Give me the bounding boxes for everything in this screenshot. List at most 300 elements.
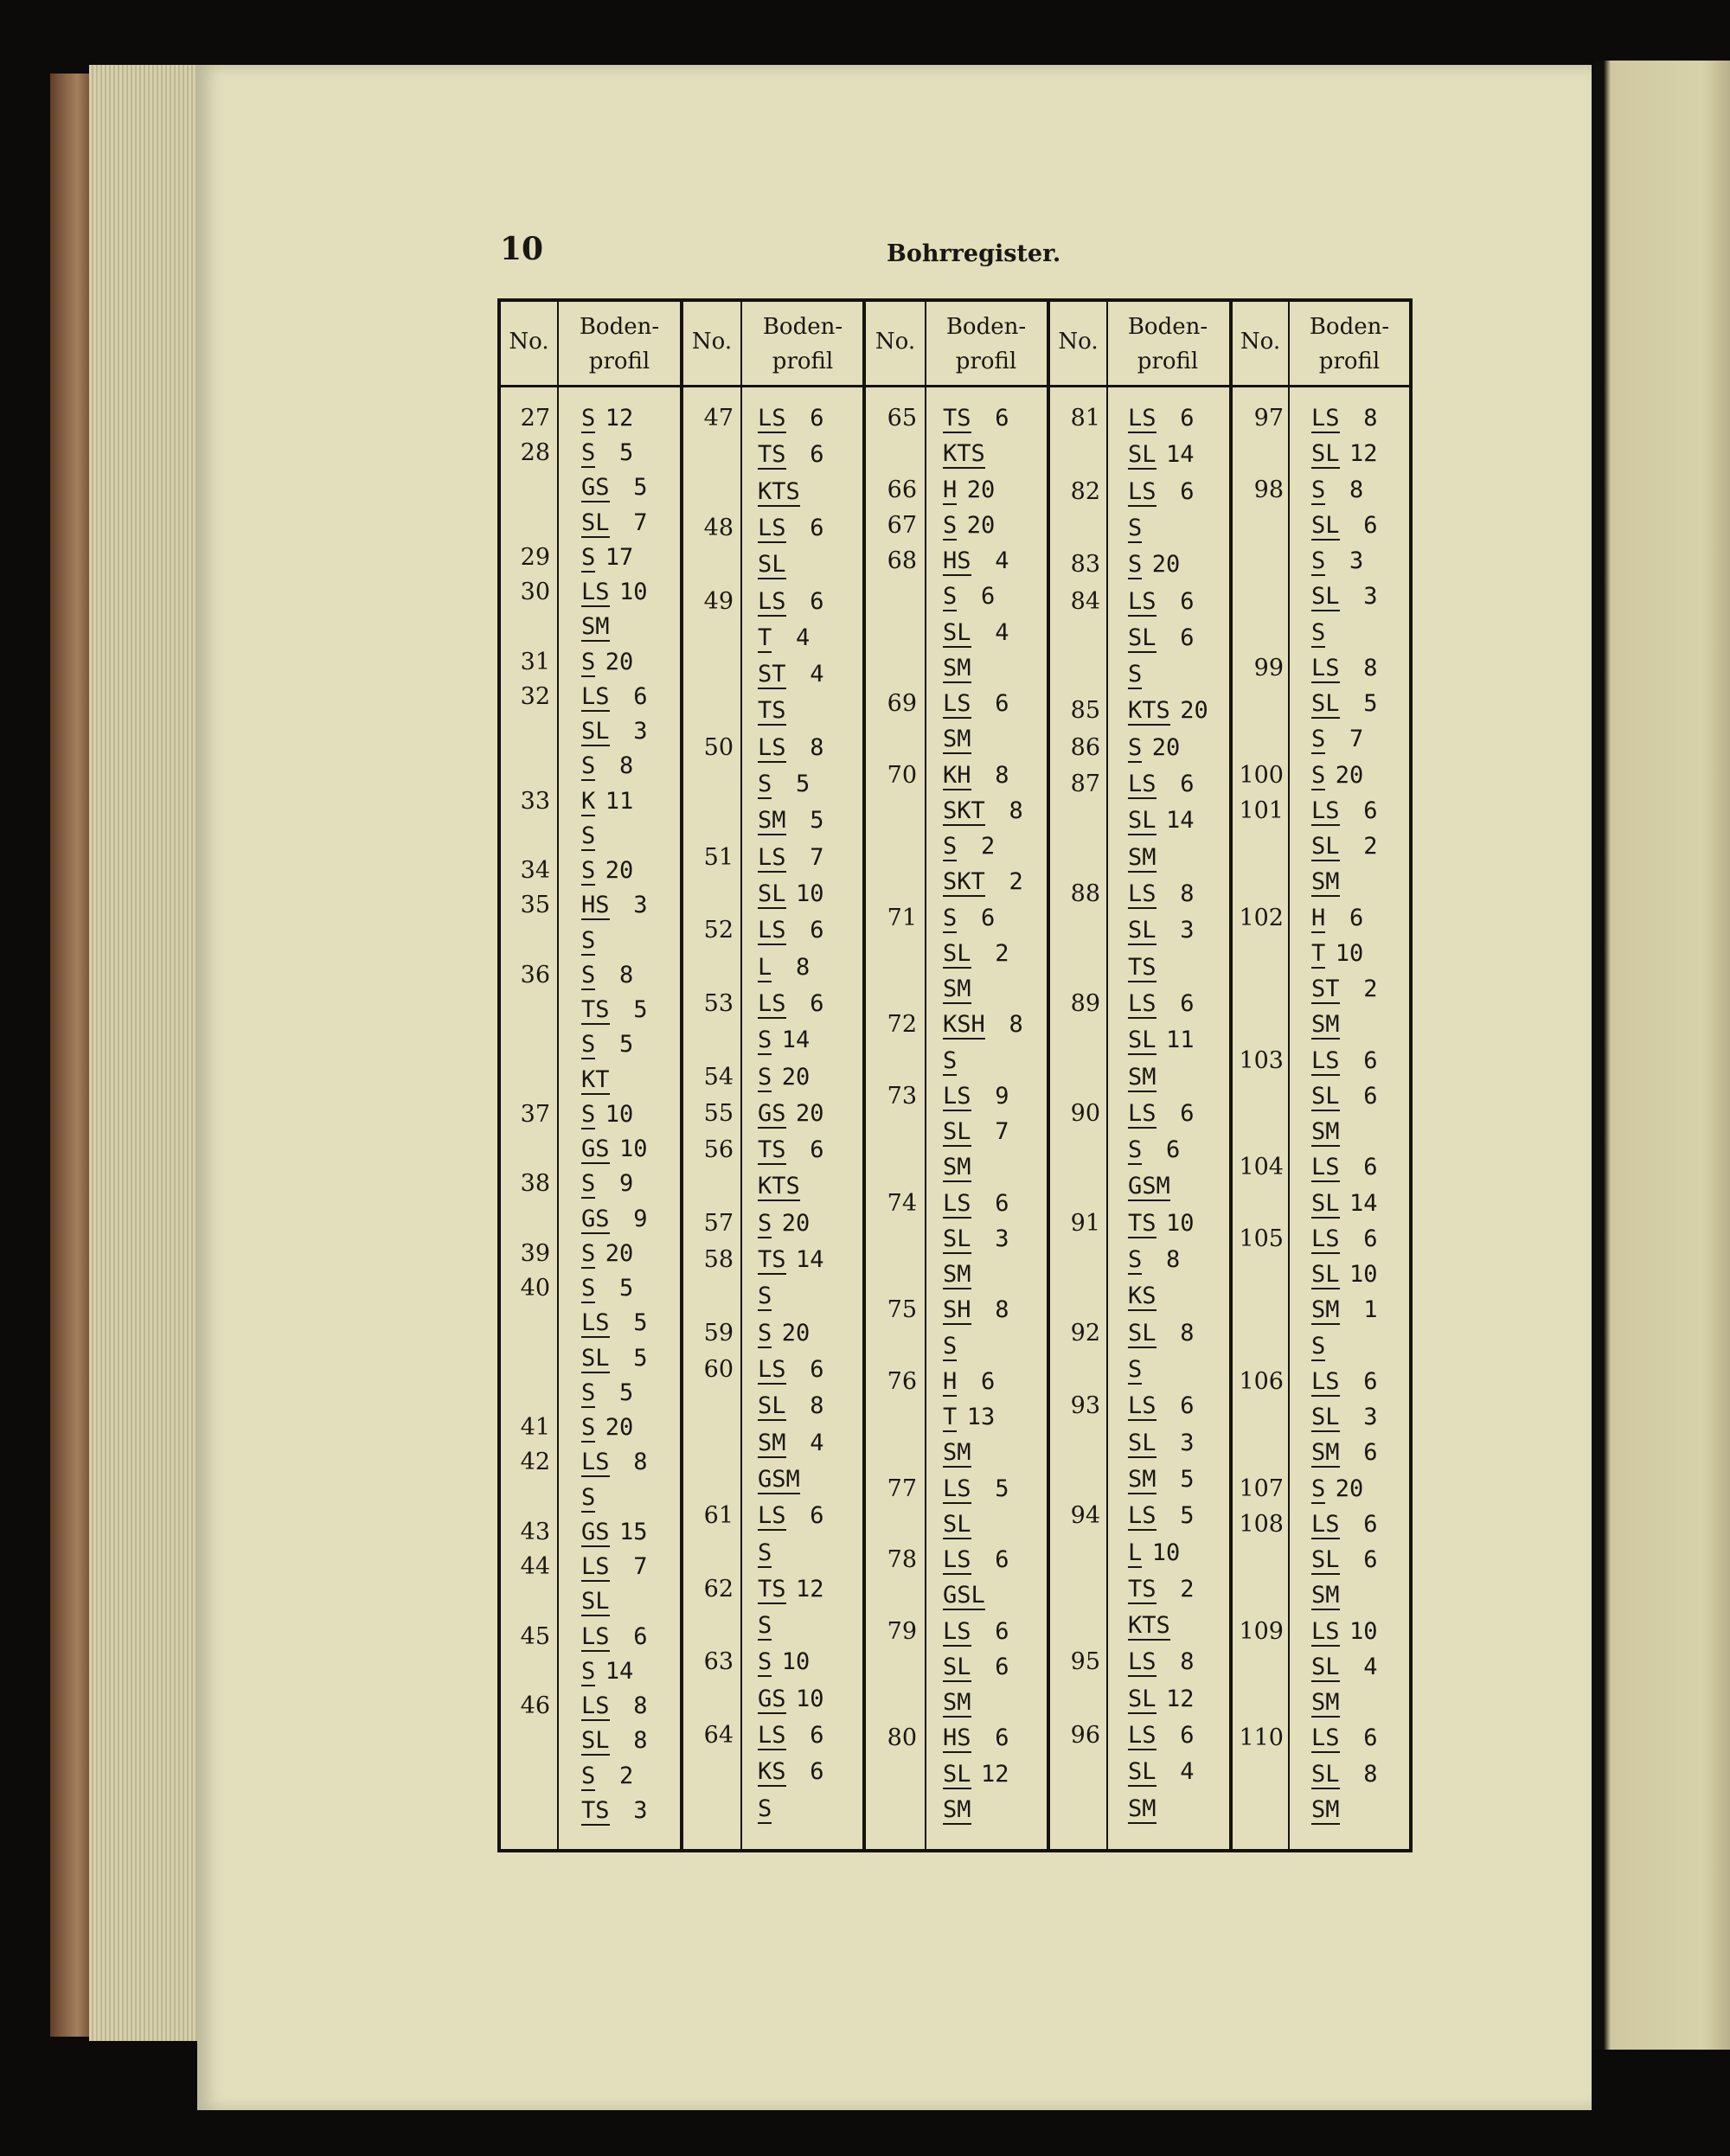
page-edges (89, 65, 197, 2041)
boden-profil-entry (758, 1686, 841, 1714)
soil-code: SL (1128, 1027, 1157, 1054)
soil-code: S (1128, 1136, 1143, 1164)
boden-profil-entry (1311, 1118, 1394, 1147)
soil-code: LS (1311, 1154, 1340, 1181)
boden-profil-entry (581, 1309, 664, 1338)
depth-value: 6 (995, 1653, 1009, 1680)
depth-value: 12 (605, 405, 634, 432)
divider-line (740, 298, 742, 1852)
boden-profil-entry (1128, 697, 1211, 726)
bohrung-number: 97 (1253, 405, 1284, 432)
boden-profil-entry (581, 1101, 664, 1129)
boden-profil-entry (581, 892, 664, 920)
soil-code: SL (1311, 833, 1340, 860)
boden-profil-entry (943, 797, 1026, 826)
soil-code: KTS (1128, 1612, 1170, 1640)
depth-value: 14 (605, 1657, 634, 1685)
soil-code: S (758, 1027, 772, 1054)
soil-code: TS (758, 1136, 786, 1164)
boden-profil-entry (758, 1210, 841, 1238)
depth-value: 6 (1363, 797, 1378, 824)
soil-code: S (758, 1539, 772, 1566)
depth-value: 14 (1349, 1189, 1378, 1217)
soil-code: H (1311, 904, 1326, 931)
boden-profil-entry (1311, 1225, 1394, 1254)
boden-profil-entry (758, 441, 841, 470)
depth-value: 3 (1363, 583, 1378, 611)
boden-profil-entry (758, 1758, 841, 1787)
depth-value: 20 (1151, 733, 1181, 761)
boden-profil-entry (1128, 1539, 1211, 1568)
soil-code: S (1128, 514, 1143, 541)
soil-code: LS (1128, 1722, 1157, 1750)
boden-profil-entry (758, 807, 841, 835)
soil-code: LS (581, 1553, 610, 1581)
boden-profil-entry (581, 1066, 664, 1095)
depth-value: 6 (1180, 1392, 1195, 1420)
header-no: No. (1240, 329, 1281, 355)
depth-value: 5 (633, 1344, 648, 1372)
depth-value: 6 (995, 1546, 1009, 1573)
bohrung-number: 81 (1070, 405, 1100, 432)
depth-value: 14 (796, 1246, 824, 1274)
soil-code: GS (581, 1136, 610, 1163)
soil-code: LS (1128, 587, 1157, 615)
boden-profil-entry (581, 649, 664, 677)
soil-code: SL (943, 1510, 971, 1538)
depth-value: 6 (1363, 511, 1378, 539)
bohrung-number: 47 (703, 405, 734, 432)
soil-code: LS (758, 843, 786, 871)
boden-profil-entry (943, 1761, 1026, 1789)
boden-profil-entry (758, 1722, 841, 1750)
boden-profil-entry (943, 1404, 1026, 1432)
bohrung-number: 87 (1070, 771, 1100, 798)
boden-profil-entry (758, 1612, 841, 1641)
depth-value: 6 (1180, 405, 1195, 432)
boden-profil-entry (581, 996, 664, 1025)
soil-code: SM (943, 726, 971, 753)
boden-profil-entry (758, 1466, 841, 1494)
bohrung-number: 54 (703, 1063, 734, 1091)
soil-code: HS (581, 892, 610, 919)
boden-profil-entry (943, 833, 1026, 861)
boden-profil-entry (1128, 734, 1211, 763)
depth-value: 8 (810, 1392, 824, 1420)
boden-profil-entry (1311, 833, 1394, 861)
soil-code: SM (1311, 1296, 1340, 1324)
soil-code: S (581, 1762, 596, 1789)
depth-value: 8 (619, 961, 634, 988)
soil-code: SL (758, 880, 786, 907)
bohrung-number: 78 (887, 1546, 917, 1573)
boden-profil-entry (1128, 1027, 1211, 1055)
soil-code: S (581, 1031, 596, 1059)
bohrung-number: 100 (1239, 761, 1284, 789)
soil-code: SM (1128, 1795, 1157, 1822)
depth-value: 20 (1335, 761, 1364, 789)
boden-profil-entry (758, 771, 841, 799)
depth-value: 6 (1363, 1724, 1378, 1752)
boden-profil-entry (1311, 1761, 1394, 1789)
boden-profil-entry (943, 1475, 1026, 1504)
bohrung-number: 51 (703, 843, 734, 871)
soil-code: KH (943, 761, 971, 789)
boden-profil-entry (758, 844, 841, 873)
soil-code: S (758, 1612, 772, 1640)
soil-code: S (1311, 761, 1326, 789)
boden-profil-entry (581, 1031, 664, 1059)
boden-profil-entry (581, 1136, 664, 1164)
soil-code: LS (943, 1617, 971, 1645)
depth-value: 6 (995, 405, 1009, 432)
soil-code: SL (581, 509, 610, 536)
depth-value: 6 (810, 1758, 824, 1786)
bohrung-number: 35 (520, 892, 550, 919)
boden-profil-entry (581, 1449, 664, 1477)
depth-value: 10 (796, 1685, 824, 1712)
soil-code: S (1128, 551, 1143, 579)
soil-code: LS (1128, 477, 1157, 505)
bohrung-number: 27 (520, 405, 550, 432)
bohrung-number: 104 (1239, 1154, 1284, 1181)
depth-value: 8 (1363, 654, 1378, 681)
boden-profil-entry (943, 1511, 1026, 1539)
soil-code: LS (943, 1475, 971, 1502)
soil-code: SL (1128, 1429, 1157, 1456)
soil-code: LS (1128, 771, 1157, 798)
soil-code: L (758, 953, 772, 981)
header-profil-line1: Boden- (762, 314, 843, 340)
soil-code: S (758, 1283, 772, 1310)
boden-profil-entry (581, 857, 664, 886)
depth-value: 4 (1363, 1653, 1378, 1680)
boden-profil-entry (1128, 1648, 1211, 1677)
boden-profil-entry (581, 474, 664, 502)
depth-value: 20 (966, 476, 996, 503)
soil-code: KTS (758, 477, 800, 505)
boden-profil-entry (581, 1414, 664, 1443)
bohrung-number: 91 (1070, 1209, 1100, 1237)
depth-value: 1 (1363, 1296, 1378, 1324)
soil-code: SM (943, 1795, 971, 1823)
depth-value: 12 (1349, 440, 1378, 468)
soil-code: LS (758, 989, 786, 1017)
soil-code: S (943, 1332, 958, 1359)
soil-code: S (758, 771, 772, 798)
soil-code: TS (581, 1796, 610, 1824)
boden-profil-entry (943, 583, 1026, 611)
soil-code: SM (943, 1261, 971, 1288)
boden-profil-entry (1128, 771, 1211, 799)
boden-profil-entry (758, 954, 841, 982)
depth-value: 6 (1180, 771, 1195, 798)
bohrung-number: 58 (703, 1246, 734, 1274)
depth-value: 5 (619, 1275, 634, 1302)
depth-value: 6 (1363, 1082, 1378, 1110)
bohrung-number: 95 (1070, 1648, 1100, 1676)
soil-code: KSH (943, 1011, 985, 1039)
depth-value: 7 (1349, 726, 1364, 753)
boden-profil-entry (943, 1083, 1026, 1111)
soil-code: GSM (1128, 1173, 1170, 1200)
depth-value: 3 (1363, 1404, 1378, 1430)
boden-profil-entry (1311, 1475, 1394, 1504)
boden-profil-entry (1311, 405, 1394, 433)
soil-code: S (758, 1648, 772, 1676)
boden-profil-entry (758, 734, 841, 763)
boden-profil-entry (581, 544, 664, 573)
soil-code: ST (758, 661, 786, 688)
bohrung-number: 77 (887, 1475, 917, 1502)
boden-profil-entry (943, 655, 1026, 683)
depth-value: 9 (995, 1082, 1009, 1110)
boden-profil-entry (581, 927, 664, 956)
soil-code: TS (1128, 953, 1157, 981)
depth-value: 2 (1363, 833, 1378, 860)
depth-value: 4 (1180, 1758, 1195, 1786)
bohrung-number: 49 (703, 587, 734, 615)
boden-profil-entry (1311, 1511, 1394, 1539)
boden-profil-entry (758, 1064, 841, 1092)
depth-value: 7 (995, 1118, 1009, 1145)
depth-value: 12 (1166, 1685, 1195, 1712)
depth-value: 7 (810, 843, 824, 871)
boden-profil-entry (581, 579, 664, 607)
header-profil-line2: profil (1137, 349, 1199, 374)
depth-value: 14 (1166, 807, 1195, 835)
boden-profil-entry (581, 439, 664, 468)
header-profil-line2: profil (588, 349, 650, 374)
boden-profil-entry (758, 1430, 841, 1458)
soil-code: KTS (758, 1173, 800, 1200)
header-profil-line2: profil (1318, 349, 1381, 374)
boden-profil-entry (943, 1796, 1026, 1825)
header-profil-line1: Boden- (945, 314, 1027, 340)
soil-code: SM (943, 1689, 971, 1716)
depth-value: 20 (1151, 551, 1181, 579)
bohrung-number: 72 (887, 1011, 917, 1039)
depth-value: 20 (1335, 1475, 1364, 1502)
boden-profil-entry (1311, 1154, 1394, 1182)
soil-code: TS (1128, 1575, 1157, 1603)
soil-code: LS (581, 1309, 610, 1337)
boden-profil-entry (943, 1618, 1026, 1647)
boden-profil-entry (943, 1261, 1026, 1289)
depth-value: 5 (796, 771, 811, 798)
soil-code: SL (943, 1653, 971, 1680)
depth-value: 20 (781, 1063, 811, 1091)
depth-value: 6 (810, 514, 824, 541)
soil-code: S (1128, 1356, 1143, 1383)
boden-profil-entry (581, 1727, 664, 1756)
boden-profil-entry (1128, 1722, 1211, 1750)
header-profil (1077, 310, 1259, 379)
depth-value: 10 (1349, 1617, 1378, 1645)
soil-code: S (581, 439, 596, 467)
soil-code: LS (581, 1622, 610, 1650)
depth-value: 2 (1180, 1575, 1195, 1603)
bohrung-number: 90 (1070, 1099, 1100, 1127)
soil-code: S (581, 1170, 596, 1198)
boden-profil-entry (1311, 1011, 1394, 1040)
depth-value: 4 (995, 547, 1009, 574)
boden-profil-entry (1311, 1404, 1394, 1432)
soil-code: LS (1128, 1648, 1157, 1676)
bohrung-number: 34 (520, 857, 550, 885)
depth-value: 10 (619, 1136, 648, 1163)
depth-value: 13 (966, 1404, 996, 1430)
header-no: No. (1058, 329, 1099, 355)
depth-value: 8 (633, 1727, 648, 1755)
depth-value: 8 (995, 1296, 1009, 1324)
depth-value: 14 (781, 1027, 811, 1054)
soil-code: S (581, 1239, 596, 1267)
depth-value: 6 (1363, 1154, 1378, 1181)
boden-profil-entry (1311, 1654, 1394, 1682)
boden-profil-entry (1311, 1296, 1394, 1325)
depth-value: 8 (633, 1692, 648, 1720)
depth-value: 2 (619, 1762, 634, 1789)
bohrung-number: 101 (1239, 797, 1284, 824)
soil-code: SM (1311, 1689, 1340, 1716)
boden-profil-entry (758, 588, 841, 617)
bohrung-number: 53 (703, 989, 734, 1017)
depth-value: 20 (605, 648, 634, 675)
boden-profil-entry (943, 726, 1026, 754)
soil-code: SKT (943, 797, 985, 824)
soil-code: LS (943, 1546, 971, 1573)
depth-value: 6 (1180, 587, 1195, 615)
bohrung-number: 68 (887, 547, 917, 574)
boden-profil-entry (1311, 940, 1394, 969)
soil-code: SM (943, 654, 971, 681)
depth-value: 5 (619, 1379, 634, 1406)
soil-code: SL (1311, 583, 1340, 611)
bohrung-number: 73 (887, 1082, 917, 1110)
boden-profil-entry (1311, 1261, 1394, 1289)
bohrung-number: 98 (1253, 476, 1284, 503)
boden-profil-entry (1311, 1724, 1394, 1753)
soil-code: S (943, 511, 958, 539)
depth-value: 6 (1363, 1225, 1378, 1252)
depth-value: 20 (1180, 697, 1208, 725)
boden-profil-entry (1128, 880, 1211, 909)
soil-code: H (943, 476, 958, 503)
depth-value: 7 (633, 509, 648, 536)
boden-profil-entry (943, 440, 1026, 469)
bohrung-number: 88 (1070, 880, 1100, 907)
soil-code: SL (1311, 1546, 1340, 1573)
soil-code: LS (1311, 1046, 1340, 1074)
boden-profil-entry (1128, 478, 1211, 507)
bohrung-number: 59 (703, 1319, 734, 1347)
boden-profil-entry (1128, 1320, 1211, 1348)
boden-profil-entry (943, 940, 1026, 969)
soil-code: S (758, 1063, 772, 1091)
boden-profil-entry (758, 1539, 841, 1568)
boden-profil-entry (581, 1240, 664, 1269)
boden-profil-entry (1128, 1392, 1211, 1421)
boden-profil-entry (758, 1027, 841, 1055)
depth-value: 6 (981, 904, 996, 931)
depth-value: 6 (995, 690, 1009, 717)
boden-profil-entry (1128, 1502, 1211, 1531)
bohrung-number: 107 (1239, 1475, 1284, 1502)
soil-code: S (943, 904, 958, 931)
bohrung-number: 69 (887, 690, 917, 717)
boden-profil-entry (1311, 655, 1394, 683)
boden-profil-entry (1128, 1246, 1211, 1275)
soil-code: LS (1311, 1510, 1340, 1538)
depth-value: 6 (1180, 989, 1195, 1017)
soil-code: S (1311, 476, 1326, 503)
boden-profil-entry (758, 551, 841, 579)
bohrung-number: 108 (1239, 1510, 1284, 1538)
bohrung-number: 84 (1070, 587, 1100, 615)
boden-profil-entry (1128, 441, 1211, 470)
depth-value: 6 (1180, 624, 1195, 651)
depth-value: 5 (633, 1309, 648, 1337)
bohrung-number: 37 (520, 1100, 550, 1128)
depth-value: 6 (1180, 1099, 1195, 1127)
boden-profil-entry (1311, 726, 1394, 754)
bohrung-number: 110 (1239, 1724, 1284, 1752)
bohrung-number: 102 (1239, 904, 1284, 931)
soil-code: S (581, 1414, 596, 1442)
soil-code: S (581, 1100, 596, 1128)
soil-code: S (1128, 1246, 1143, 1274)
boden-profil-entry (581, 1623, 664, 1652)
boden-profil-entry (1128, 405, 1211, 433)
soil-code: SL (943, 1118, 971, 1145)
depth-value: 10 (1335, 939, 1364, 967)
soil-code: LS (1128, 1502, 1157, 1530)
soil-code: SKT (943, 868, 985, 896)
soil-code: TS (758, 1246, 786, 1274)
bohrung-number: 109 (1239, 1617, 1284, 1645)
boden-profil-entry (943, 690, 1026, 719)
boden-profil-entry (943, 868, 1026, 897)
boden-profil-entry (581, 1206, 664, 1234)
boden-profil-entry (758, 515, 841, 543)
depth-value: 10 (1166, 1209, 1195, 1237)
boden-profil-entry (758, 624, 841, 653)
soil-code: LS (758, 917, 786, 944)
soil-code: S (581, 961, 596, 988)
soil-code: S (581, 648, 596, 675)
bohrung-number: 29 (520, 543, 550, 571)
depth-value: 8 (810, 733, 824, 761)
boden-profil-entry (758, 1392, 841, 1421)
soil-code: SL (1128, 1685, 1157, 1712)
soil-code: S (1311, 726, 1326, 753)
boden-profil-entry (1311, 547, 1394, 576)
boden-profil-entry (1311, 1582, 1394, 1610)
soil-code: S (943, 833, 958, 860)
depth-value: 17 (605, 543, 634, 571)
soil-code: SL (1128, 807, 1157, 835)
boden-profil-entry (943, 1296, 1026, 1325)
bohrung-number: 28 (520, 439, 550, 467)
boden-profil-entry (1128, 1210, 1211, 1238)
boden-profil-entry (1128, 515, 1211, 543)
boden-profil-entry (758, 1283, 841, 1311)
bohrung-number: 61 (703, 1502, 734, 1530)
boden-profil-entry (581, 613, 664, 642)
page-title: Bohrregister. (887, 240, 1061, 267)
bohrung-number: 39 (520, 1239, 550, 1267)
